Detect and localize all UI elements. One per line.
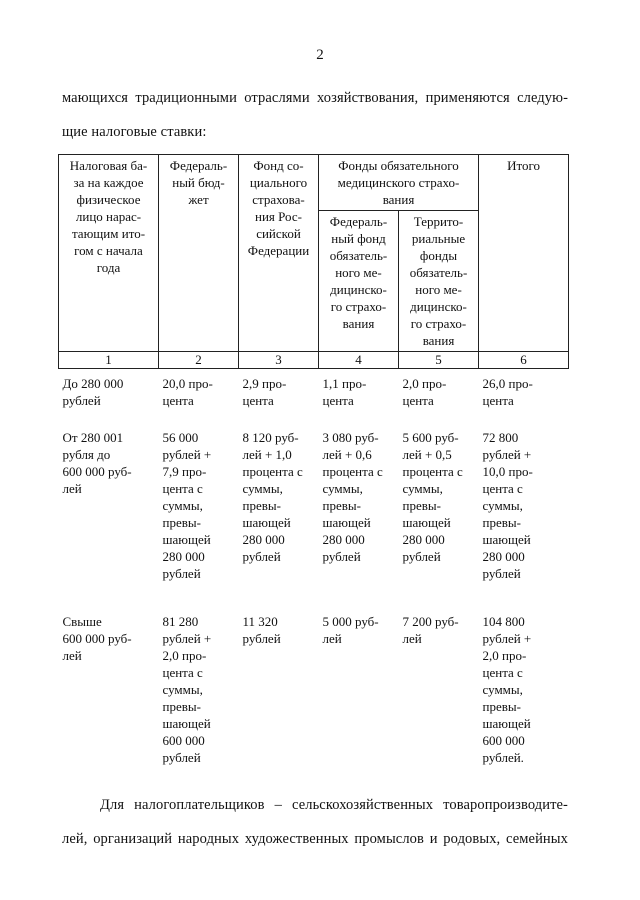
table-row [59,369,569,428]
table-cell: 56 000 рублей + 7,9 про- цента с суммы, превы- шающей 280 000 рублей [162,430,212,581]
table-cell: 104 800 рублей + 2,0 про- цента с суммы, превы- шающей 600 000 рублей. [482,614,532,765]
table-cell: 11 320 рублей [242,614,281,646]
column-number: 3 [239,352,319,369]
column-number: 6 [479,352,569,369]
column-number: 5 [399,352,479,369]
table-cell: 7 200 руб- лей [402,614,459,646]
intro-line-1: мающихся традиционными отраслями хозяйствования, применяются следую- [62,90,568,106]
column-number-row [59,352,569,369]
header-territorial-medical-funds: Террито- риальные фонды обязатель- ного ме- дицинско- го страхо- вания [399,211,479,352]
column-number: 1 [59,352,159,369]
table-cell: 81 280 рублей + 2,0 про- цента с суммы, превы- шающей 600 000 рублей [162,614,212,765]
table-cell: 20,0 про- цента [162,376,213,408]
header-total: Итого [479,155,569,352]
table-cell: 72 800 рублей + 10,0 про- цента с суммы, превы- шающей 280 000 рублей [482,430,533,581]
table-cell: 2,0 про- цента [402,376,447,408]
outro-line-1: Для налогоплательщиков – сельскохозяйственных товаропроизводите- [100,797,568,813]
outro-line-2: лей, организаций народных художественных промыслов и родовых, семейных [62,831,568,847]
table-row [59,611,569,766]
table-cell: От 280 001 рубля до 600 000 руб- лей [62,430,132,496]
table-cell: 1,1 про- цента [322,376,367,408]
table-cell: 5 600 руб- лей + 0,5 процента с суммы, превы- шающей 280 000 рублей [402,430,463,564]
header-federal-budget: Федераль- ный бюд- жет [159,155,239,352]
tax-rates-table [58,154,569,766]
table-cell: Свыше 600 000 руб- лей [62,614,132,663]
table-cell: 8 120 руб- лей + 1,0 процента с суммы, превы- шающей 280 000 рублей [242,430,303,564]
table-cell: 2,9 про- цента [242,376,287,408]
table-row [59,427,569,611]
table-cell: 5 000 руб- лей [322,614,379,646]
column-number: 4 [319,352,399,369]
header-tax-base: Налоговая ба- за на каждое физическое лицо нарас- тающим ито- гом с начала года [59,155,159,352]
table-cell: До 280 000 рублей [62,376,124,408]
header-social-insurance-fund: Фонд со- циального страхова- ния Рос- сийской Федерации [239,155,319,352]
header-medical-insurance-funds: Фонды обязательного медицинского страхо- вания [319,155,479,211]
table-cell: 3 080 руб- лей + 0,6 процента с суммы, превы- шающей 280 000 рублей [322,430,383,564]
page-number: 2 [316,47,324,63]
table-cell: 26,0 про- цента [482,376,533,408]
header-federal-medical-fund: Федераль- ный фонд обязатель- ного ме- дицинско- го страхо- вания [319,211,399,352]
intro-line-2: щие налоговые ставки: [62,124,207,140]
column-number: 2 [159,352,239,369]
